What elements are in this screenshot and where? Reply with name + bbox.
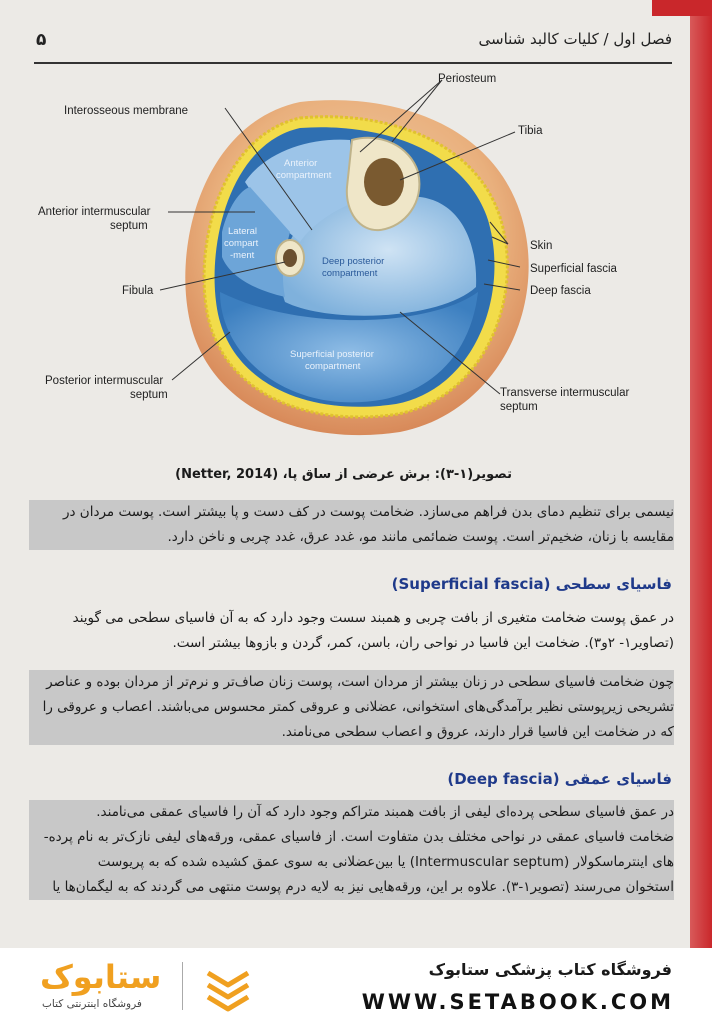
text-line: نیسمی برای تنظیم دمای بدن فراهم می‌سازد. ضخامت پوست در کف دست و پا بیشتر است. پوست مردان در xyxy=(29,500,674,525)
label-deep-fascia: Deep fascia xyxy=(530,285,591,297)
logo-divider xyxy=(182,962,183,1010)
page-corner-tab xyxy=(652,0,712,16)
text-line: چون ضخامت فاسیای سطحی در زنان بیشتر از مردان است، پوست زنان صاف‌تر و نرم‌تر از مردان بوده و عناصر xyxy=(29,670,674,695)
label-anterior-compartment: Anterior xyxy=(284,158,318,169)
label-deep-posterior-2: compartment xyxy=(322,268,378,279)
tibia-marrow xyxy=(364,158,404,206)
text-line: استخوان می‌رسند (تصویر۱-۳). علاوه بر این، ورقه‌هایی نیز به لایه درم پوست منتهی می گردند که به لیگمان‌ها یا xyxy=(29,875,674,900)
text-line: در عمق پوست ضخامت متغیری از بافت چربی و همبند سست وجود دارد که به آن فاسیای سطحی می گویند xyxy=(72,610,674,626)
label-tibia: Tibia xyxy=(518,125,543,137)
heading-deep-fascia: فاسیای عمقی (Deep fascia) xyxy=(447,770,672,788)
text-line: مقایسه با زنان، ضخیم‌تر است. پوست ضمائمی مانند مو، غدد عرق، غدد چربی و ناخن دارد. xyxy=(29,525,674,550)
chapter-title: فصل اول / کلیات کالبد شناسی xyxy=(478,30,672,48)
label-anterior-intermuscular: Anterior intermuscular xyxy=(38,206,151,218)
text-line: (تصاویر۱- ۲و۳). ضخامت این فاسیا در نواحی ران، باسن، کمر، گردن و بازوها بیشتر است. xyxy=(172,635,674,651)
leg-cross-section-figure xyxy=(0,62,712,462)
paragraph-deep-fascia xyxy=(29,800,674,900)
page-number: ۵ xyxy=(36,30,47,50)
paragraph-women-fascia xyxy=(29,670,674,745)
label-transverse-intermuscular-2: septum xyxy=(500,401,538,413)
label-periosteum: Periosteum xyxy=(438,73,497,85)
store-url[interactable]: WWW.SETABOOK.COM xyxy=(361,990,674,1014)
text-line: که در ضخامت این فاسیا قرار دارند، عروق و اعصاب سطحی می‌نامند. xyxy=(29,720,674,745)
label-anterior-intermuscular-2: septum xyxy=(110,220,148,232)
label-superficial-fascia: Superficial fascia xyxy=(530,263,617,275)
heading-superficial-fascia: فاسیای سطحی (Superficial fascia) xyxy=(391,575,672,593)
label-posterior-intermuscular: Posterior intermuscular xyxy=(45,375,164,387)
label-fibula: Fibula xyxy=(122,285,154,297)
label-posterior-intermuscular-2: septum xyxy=(130,389,168,401)
store-name: فروشگاه کتاب پزشکی ستابوک xyxy=(428,960,672,979)
paragraph-superficial-fascia xyxy=(29,606,674,656)
text-line: تشریحی زیرپوستی نظیر برآمدگی‌های استخوانی، عضلانی و عروقی کمتر محسوس می‌باشند. اعصاب و عروقی را xyxy=(29,695,674,720)
text-line: در عمق فاسیای سطحی پرده‌ای لیفی از بافت همبند متراکم وجود دارد که آن را فاسیای عمقی می‌نامند. xyxy=(29,800,674,825)
logo-subtitle: فروشگاه اینترنتی کتاب xyxy=(42,998,142,1010)
figure-caption: تصویر(۱-۳): برش عرضی از ساق پا، (Netter, 2014) xyxy=(175,467,512,482)
paragraph-intro xyxy=(29,500,674,550)
label-interosseous: Interosseous membrane xyxy=(64,105,189,117)
label-superficial-posterior: Superficial posterior xyxy=(290,349,374,360)
text-line: ضخامت فاسیای عمقی در نواحی مختلف بدن متفاوت است. از فاسیای عمقی، ورقه‌های لیفی نازک‌تر به نام پرده- xyxy=(29,825,674,850)
label-skin: Skin xyxy=(530,240,553,252)
fibula-marrow xyxy=(283,249,297,267)
label-superficial-posterior-2: compartment xyxy=(305,361,361,372)
logo-mark xyxy=(208,973,248,1009)
label-transverse-intermuscular: Transverse intermuscular xyxy=(500,387,630,399)
logo-wordmark: ستابوک xyxy=(40,958,162,996)
label-deep-posterior: Deep posterior xyxy=(322,256,385,267)
text-line: های اینترماسکولار (Intermuscular septum) یا بین‌عضلانی به سوی عمق کشیده شده که به پریوست xyxy=(29,850,674,875)
label-lateral-compartment-2: compart xyxy=(224,238,259,249)
label-lateral-compartment-3: -ment xyxy=(230,250,255,261)
label-lateral-compartment: Lateral xyxy=(228,226,258,237)
label-anterior-compartment-2: compartment xyxy=(276,170,332,181)
